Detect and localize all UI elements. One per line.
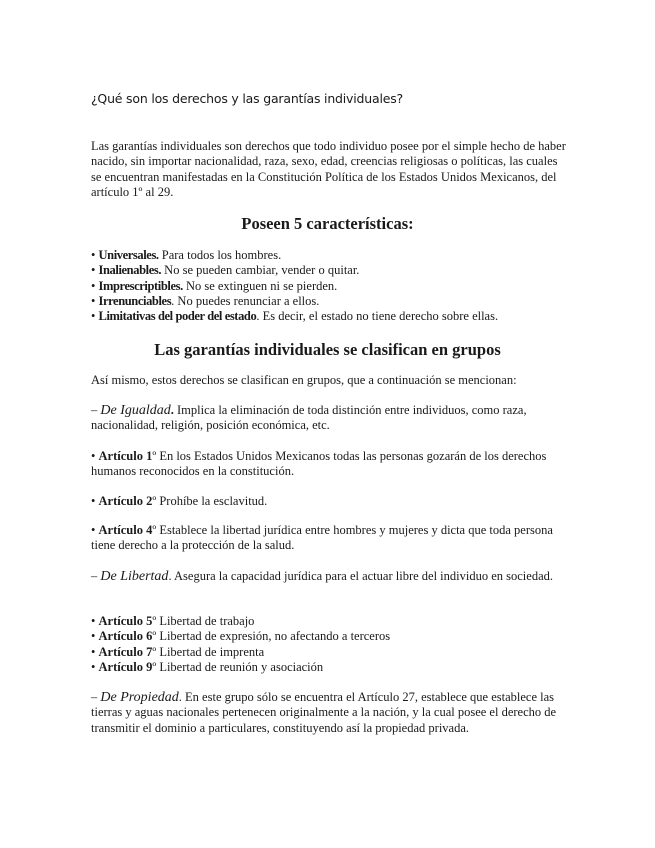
groups-heading: Las garantías individuales se clasifican en grupos — [154, 340, 501, 359]
article-desc: º Prohíbe la esclavitud. — [152, 494, 268, 508]
list-item: • Artículo 6º Libertad de expresión, no afectando a terceros — [91, 629, 391, 644]
article-label: Artículo 6 — [98, 629, 153, 644]
article-1-item: • Artículo 1º En los Estados Unidos Mexicanos todas las personas gozarán de los derechos humanos reconocidos en la constitución. — [91, 449, 547, 479]
igualdad-desc: Implica la eliminación de toda distinción entre individuos, como raza, nacionalidad, religión, posición económica, etc. — [91, 403, 527, 433]
list-item: • Universales. Para todos los hombres. — [91, 248, 282, 262]
characteristic-term: Irrenunciables — [98, 293, 172, 308]
propiedad-title: De Propiedad — [100, 690, 179, 705]
list-item: • Artículo 9º Libertad de reunión y asociación — [91, 659, 324, 674]
libertad-desc: Asegura la capacidad jurídica para el actuar libre del individuo en sociedad. — [171, 569, 553, 583]
intro-paragraph: Las garantías individuales son derechos que todo individuo posee por el simple hecho de haber nacido, sin importar nacionalidad, raza, sexo, edad, creencias religiosas o políticas, las cuales se encuentran manifestadas en la Constitución Política de los Estados Unidos Mexicanos, del artículo 1º al 29. — [91, 139, 566, 199]
article-desc: º Libertad de imprenta — [152, 644, 265, 659]
characteristic-term: Imprescriptibles. — [98, 278, 183, 293]
article-desc: º En los Estados Unidos Mexicanos todas las personas gozarán de los derechos humanos reconocidos en la constitución. — [91, 449, 547, 479]
list-item: • Artículo 7º Libertad de imprenta — [91, 644, 265, 659]
list-item: • Irrenunciables. No puedes renunciar a ellos. — [91, 293, 320, 308]
article-label: Artículo 7 — [98, 644, 153, 659]
list-item: • Limitativas del poder del estado. Es decir, el estado no tiene derecho sobre ellas. — [91, 309, 499, 324]
characteristic-desc: . No puedes renunciar a ellos. — [171, 293, 320, 308]
characteristic-term: Limitativas del poder del estado — [98, 309, 257, 324]
article-desc: º Libertad de expresión, no afectando a terceros — [152, 629, 391, 644]
article-desc: º Libertad de trabajo — [152, 614, 255, 628]
characteristics-heading: Poseen 5 características: — [241, 214, 414, 233]
characteristic-desc: . Es decir, el estado no tiene derecho sobre ellas. — [256, 309, 499, 324]
article-desc: º Establece la libertad jurídica entre hombres y mujeres y dicta que toda persona tiene derecho a la protección de la salud. — [91, 523, 553, 553]
propiedad-paragraph: – De Propiedad. En este grupo sólo se encuentra el Artículo 27, establece que establece las tierras y aguas nacionales pertenecen originalmente a la nación, y la cual posee el derecho de transmitir el dominio a particulares, constituyendo así la propiedad privada. — [91, 690, 557, 735]
characteristic-desc: Para todos los hombres. — [158, 248, 282, 262]
article-label: Artículo 2 — [98, 494, 153, 508]
libertad-title: De Libertad — [100, 569, 169, 584]
article-label: Artículo 5 — [98, 614, 153, 628]
article-label: Artículo 9 — [98, 659, 153, 674]
article-label: Artículo 1 — [98, 449, 153, 463]
libertad-paragraph: – De Libertad. Asegura la capacidad jurídica para el actuar libre del individuo en sociedad. — [91, 569, 553, 584]
igualdad-title: De Igualdad — [100, 403, 171, 418]
list-item: • Inalienables. No se pueden cambiar, vender o quitar. — [91, 263, 360, 278]
propiedad-desc: En este grupo sólo se encuentra el Artículo 27, establece que establece las tierras y aguas nacionales pertenecen originalmente a la nación, y la cual posee el derecho de transmitir el dominio a particulares, constituyendo así la propiedad privada. — [91, 690, 557, 735]
characteristic-desc: No se extinguen ni se pierden. — [182, 278, 338, 293]
characteristic-term: Inalienables. — [98, 263, 162, 278]
list-item: • Imprescriptibles. No se extinguen ni se pierden. — [91, 278, 338, 293]
article-label: Artículo 4 — [98, 523, 153, 537]
libertad-articles-list — [91, 614, 571, 675]
characteristics-list — [91, 248, 571, 324]
characteristic-term: Universales. — [98, 248, 159, 262]
igualdad-paragraph: – De Igualdad. Implica la eliminación de toda distinción entre individuos, como raza, nacionalidad, religión, posición económica, etc. — [91, 403, 527, 433]
list-item: • Artículo 5º Libertad de trabajo — [91, 614, 255, 628]
article-4-item: • Artículo 4º Establece la libertad jurídica entre hombres y mujeres y dicta que toda persona tiene derecho a la protección de la salud. — [91, 523, 553, 553]
characteristic-desc: No se pueden cambiar, vender o quitar. — [161, 263, 360, 278]
groups-intro: Así mismo, estos derechos se clasifican en grupos, que a continuación se mencionan: — [91, 373, 517, 387]
question-title: ¿Qué son los derechos y las garantías individuales? — [91, 91, 403, 106]
article-2-item: • Artículo 2º Prohíbe la esclavitud. — [91, 494, 268, 508]
article-desc: º Libertad de reunión y asociación — [152, 659, 324, 674]
